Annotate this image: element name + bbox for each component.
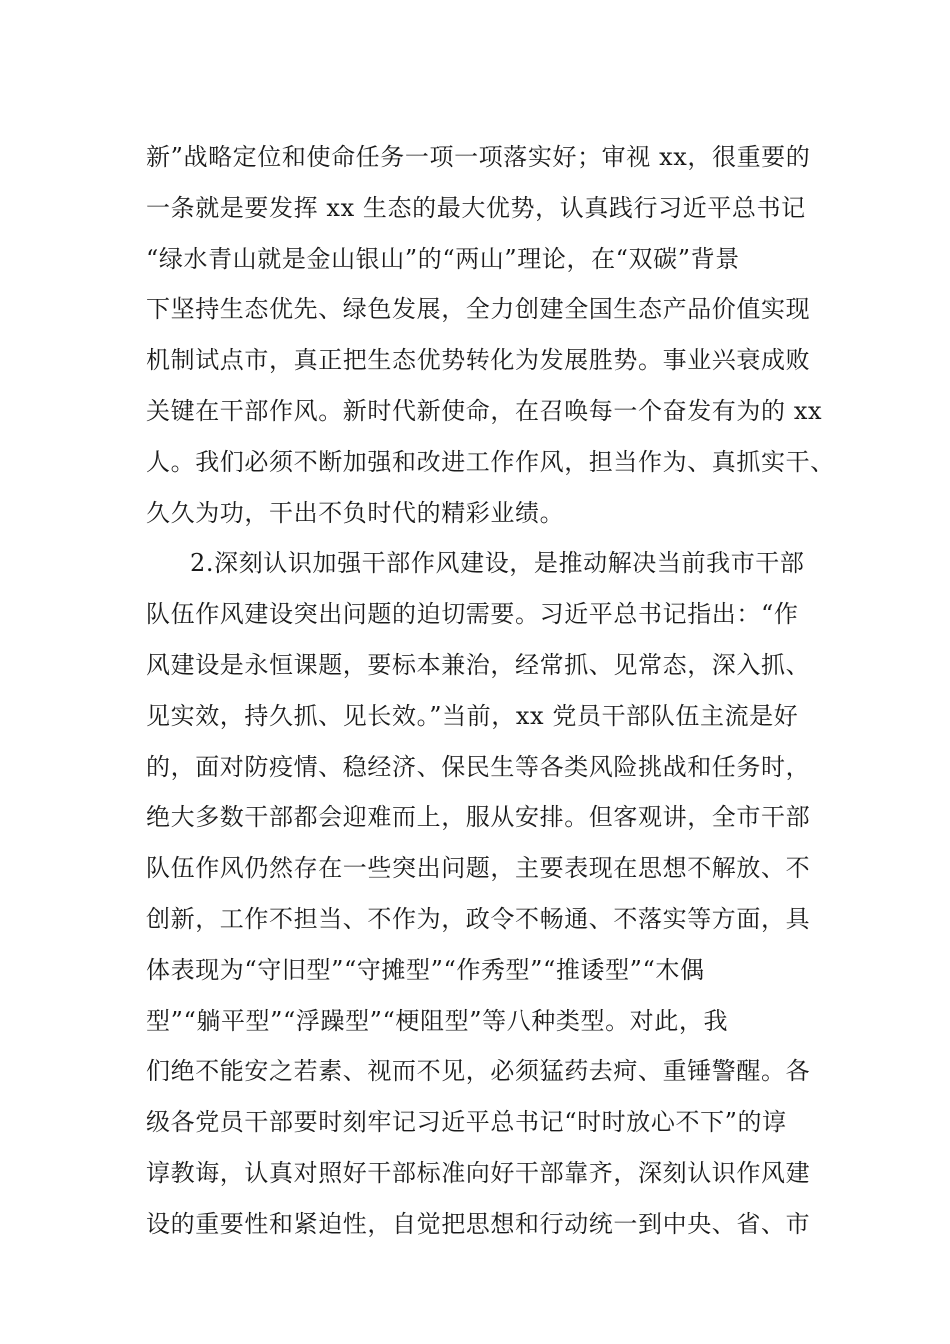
text-line: 体表现为“守旧型”“守摊型”“作秀型”“推诿型”“木偶 (146, 955, 705, 984)
text-line: “绿水青山就是金山银山”的“两山”理论，在“双碳”背景 (146, 244, 740, 273)
text-line: 绝大多数干部都会迎难而上，服从安排。但客观讲，全市干部 (146, 803, 811, 832)
text-line: 们绝不能安之若素、视而不见，必须猛药去疴、重锤警醒。各 (146, 1057, 811, 1086)
text-line: 的，面对防疫情、稳经济、保民生等各类风险挑战和任务时， (146, 752, 811, 781)
text-line: 创新，工作不担当、不作为，政令不畅通、不落实等方面，具 (146, 904, 811, 933)
text-line: 一条就是要发挥 xx 生态的最大优势，认真践行习近平总书记 (146, 193, 806, 222)
text-line: 人。我们必须不断加强和改进工作作风，担当作为、真抓实干、 (146, 447, 835, 476)
text-line: 设的重要性和紧迫性，自觉把思想和行动统一到中央、省、市 (146, 1209, 811, 1238)
text-line: 见实效，持久抓、见长效。”当前，xx 党员干部队伍主流是好 (146, 701, 799, 730)
text-line: 风建设是永恒课题，要标本兼治，经常抓、见常态，深入抓、 (146, 650, 811, 679)
document-body (146, 132, 835, 1250)
text-line: 谆教诲，认真对照好干部标准向好干部靠齐，深刻认识作风建 (146, 1158, 811, 1187)
text-line: 关键在干部作风。新时代新使命，在召唤每一个奋发有为的 xx (146, 396, 823, 425)
text-line: 队伍作风仍然存在一些突出问题，主要表现在思想不解放、不 (146, 854, 811, 883)
text-line: 级各党员干部要时刻牢记习近平总书记“时时放心不下”的谆 (146, 1108, 787, 1137)
text-line: 队伍作风建设突出问题的迫切需要。习近平总书记指出：“作 (146, 600, 799, 629)
text-line: 新”战略定位和使命任务一项一项落实好；审视 xx，很重要的 (146, 143, 811, 171)
text-line: 久久为功，干出不负时代的精彩业绩。 (146, 498, 565, 527)
text-line: 型”“躺平型”“浮躁型”“梗阻型”等八种类型。对此，我 (146, 1006, 729, 1035)
paragraph-2-first-line: 2.深刻认识加强干部作风建设，是推动解决当前我市干部 (190, 549, 805, 578)
text-line: 下坚持生态优先、绿色发展，全力创建全国生态产品价值实现 (146, 295, 811, 324)
text-line: 机制试点市，真正把生态优势转化为发展胜势。事业兴衰成败 (146, 346, 811, 375)
